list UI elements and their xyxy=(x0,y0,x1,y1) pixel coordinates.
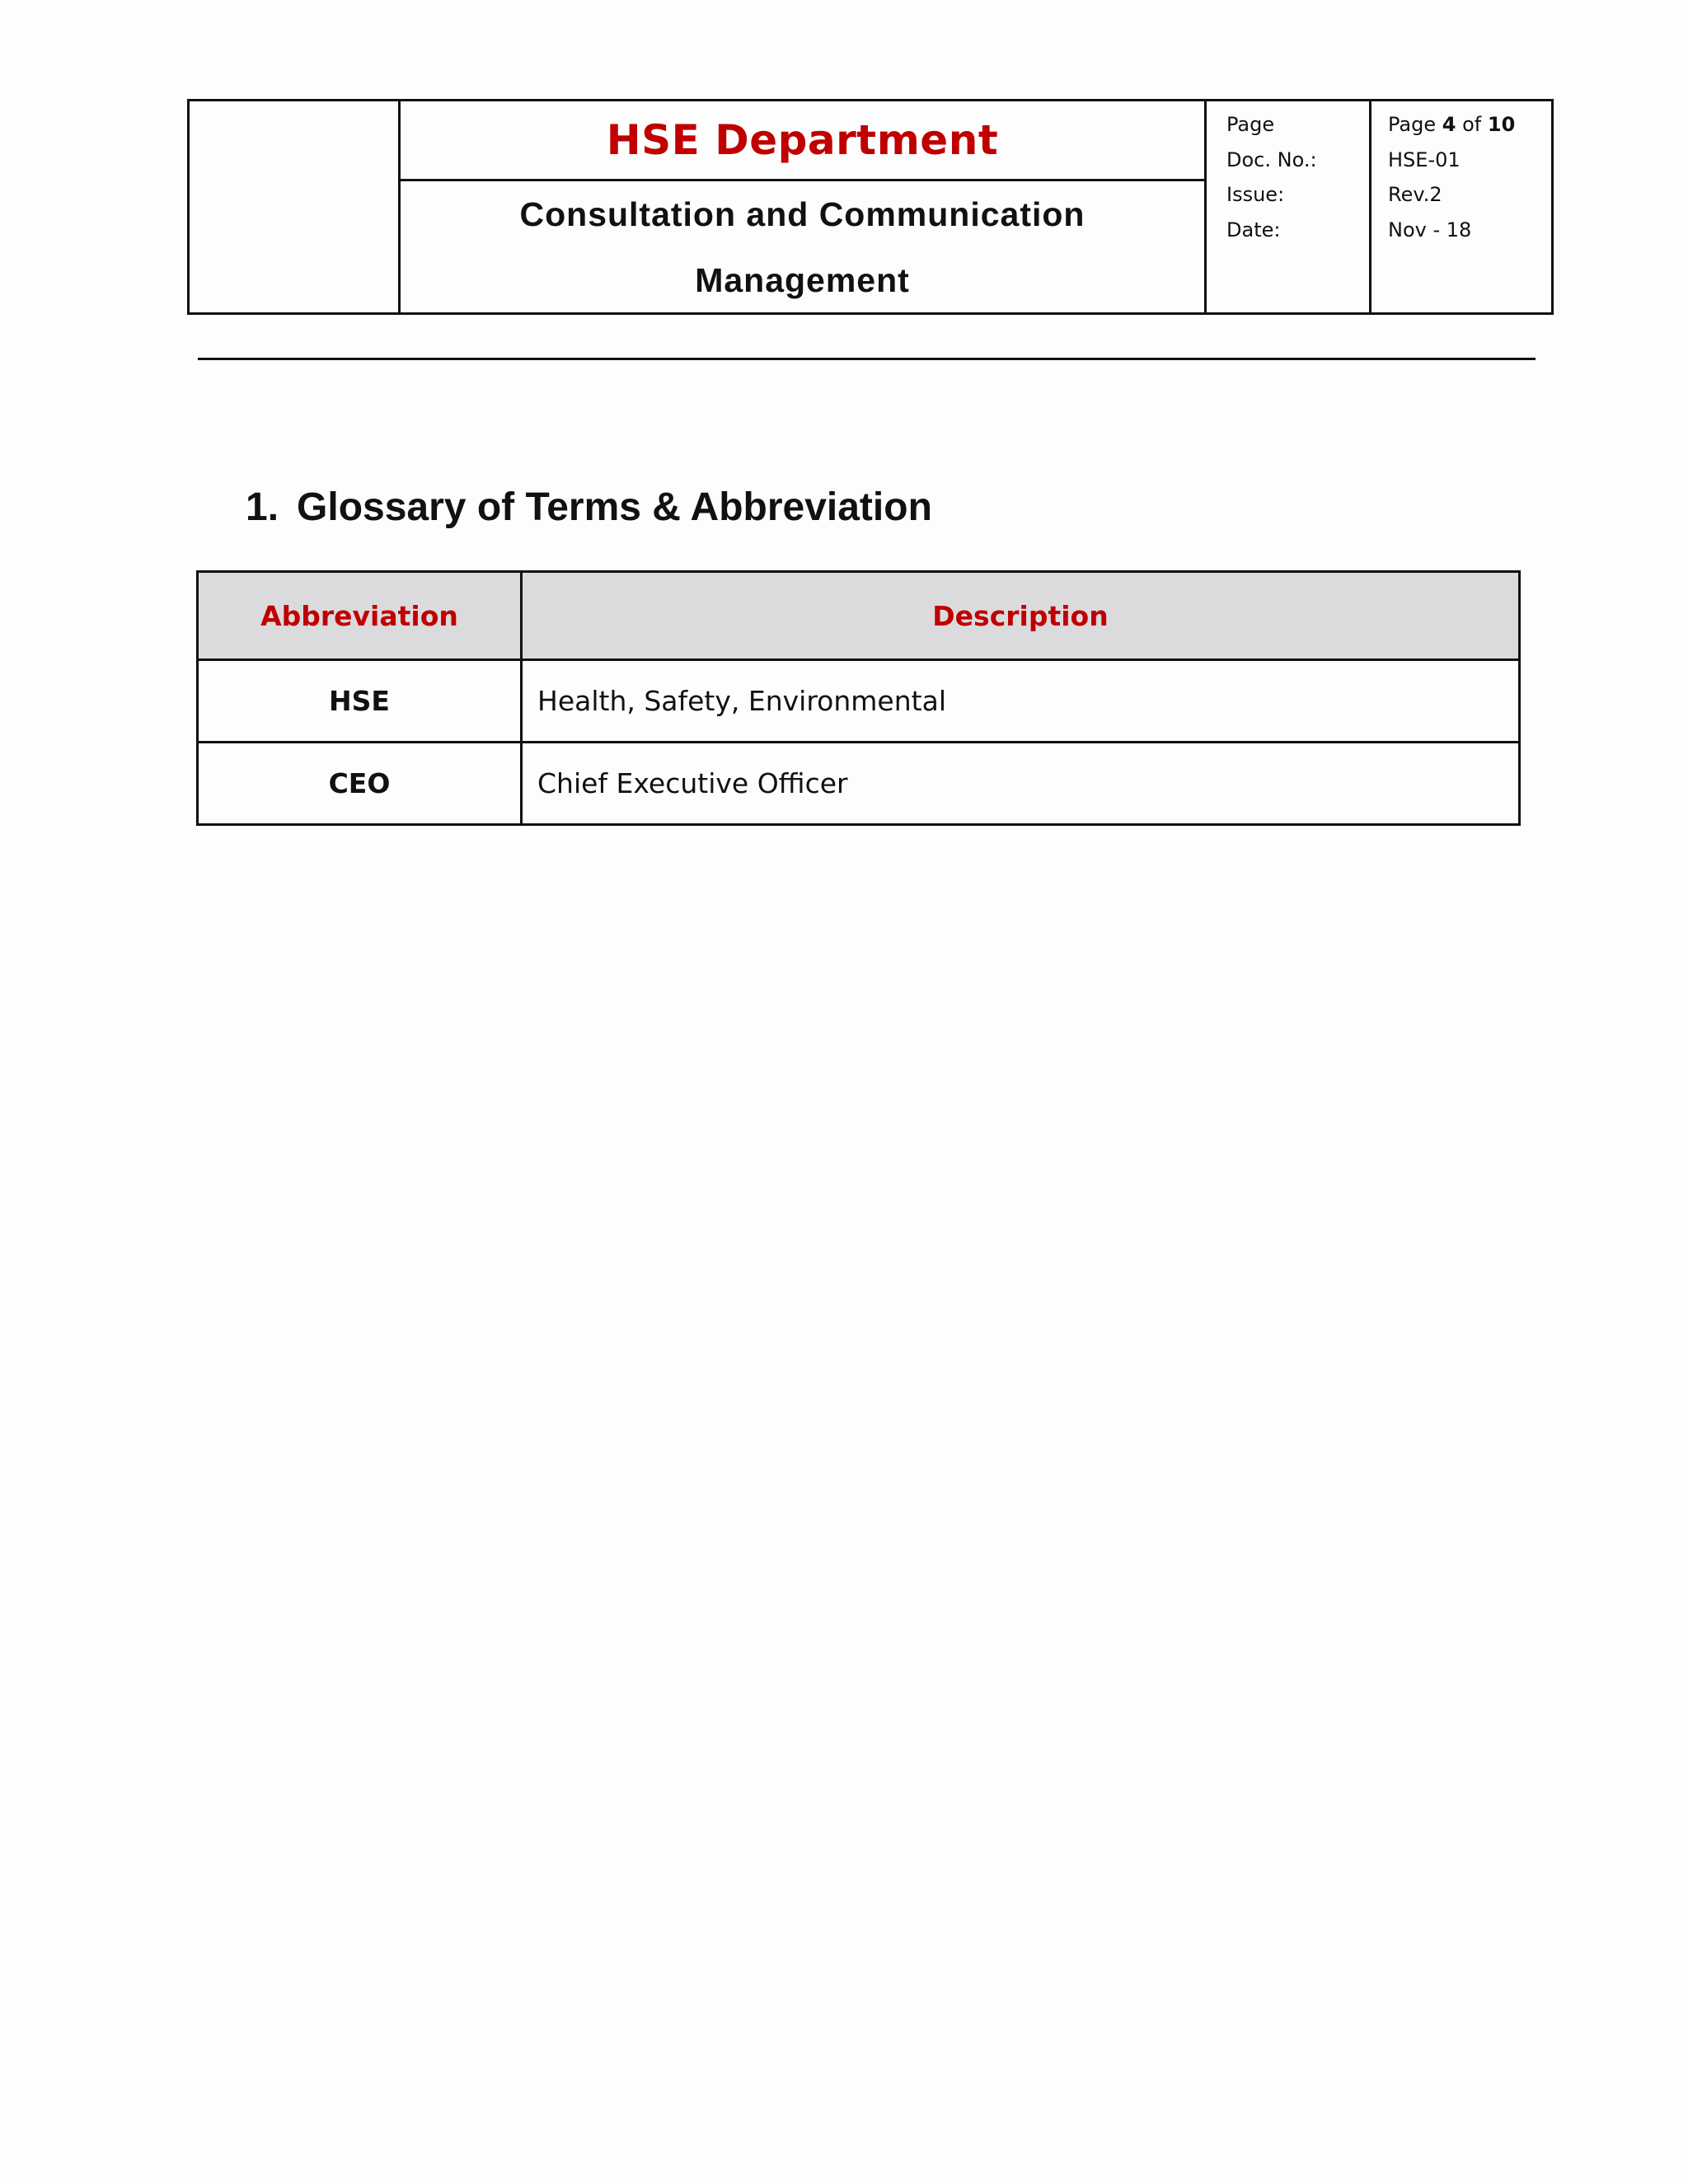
header-labels-cell xyxy=(1207,101,1372,312)
header-divider xyxy=(198,358,1536,360)
date-value: Nov - 18 xyxy=(1388,218,1472,241)
page-label: Page xyxy=(1226,113,1275,136)
header-values-cell xyxy=(1372,101,1551,312)
page-current: 4 xyxy=(1442,113,1456,136)
doc-no-label: Doc. No.: xyxy=(1226,148,1317,171)
document-header xyxy=(187,99,1554,315)
issue-value: Rev.2 xyxy=(1388,183,1442,206)
page-number-value xyxy=(1388,107,1551,143)
doc-no-value: HSE-01 xyxy=(1388,148,1461,171)
column-header-description: Description xyxy=(522,572,1520,660)
table-row xyxy=(198,743,1520,825)
department-title: HSE Department xyxy=(606,116,999,164)
description-cell: Health, Safety, Environmental xyxy=(522,660,1520,743)
table-row xyxy=(198,660,1520,743)
document-subtitle-line-1: Consultation and Communication xyxy=(519,195,1085,233)
section-title: Glossary of Terms & Abbreviation xyxy=(297,485,932,529)
date-label: Date: xyxy=(1226,218,1281,241)
header-title-cell xyxy=(401,101,1207,181)
description-cell: Chief Executive Officer xyxy=(522,743,1520,825)
glossary-table xyxy=(196,570,1521,826)
column-header-abbreviation: Abbreviation xyxy=(198,572,522,660)
table-header-row xyxy=(198,572,1520,660)
logo-cell xyxy=(190,101,401,312)
document-subtitle-line-2: Management xyxy=(695,261,910,299)
section-number: 1. xyxy=(246,485,279,529)
section-heading xyxy=(246,485,932,530)
abbreviation-cell: CEO xyxy=(198,743,522,825)
page-total: 10 xyxy=(1487,113,1516,136)
abbreviation-cell: HSE xyxy=(198,660,522,743)
issue-label: Issue: xyxy=(1226,183,1285,206)
page-prefix: Page xyxy=(1388,113,1437,136)
header-subtitle-cell xyxy=(401,181,1207,312)
page-of: of xyxy=(1462,113,1482,136)
